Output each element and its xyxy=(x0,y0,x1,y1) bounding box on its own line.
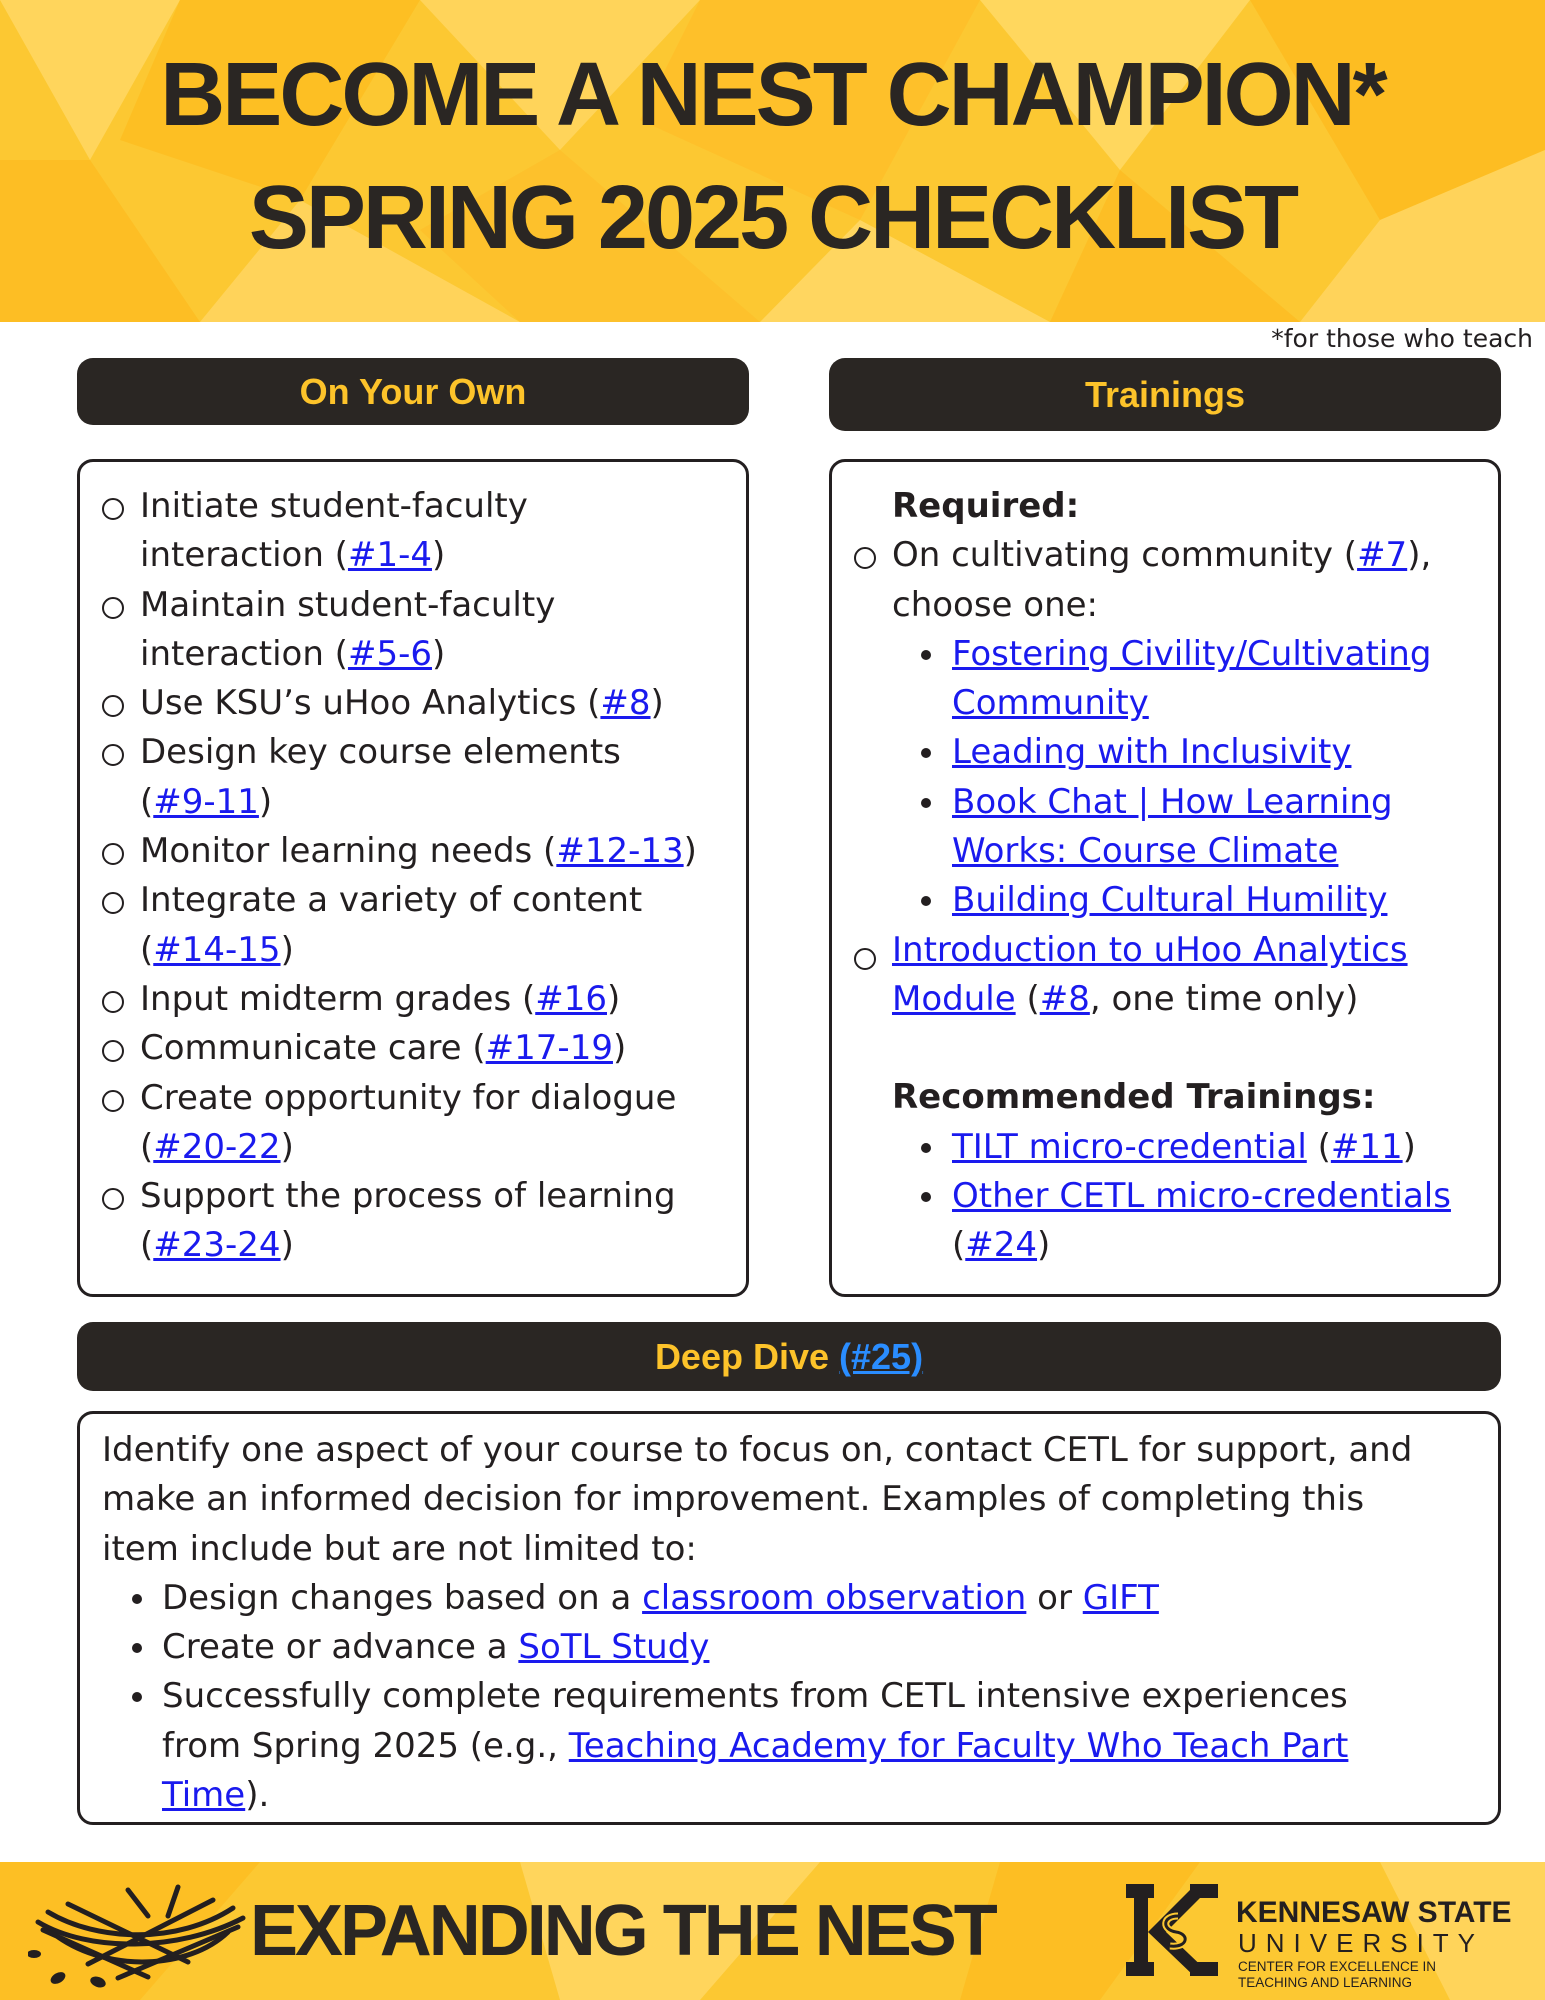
list-item xyxy=(892,778,1451,877)
training-link[interactable]: Leading with Inclusivity xyxy=(952,732,1352,773)
item-link[interactable]: #23-24 xyxy=(153,1225,281,1266)
item-link[interactable]: #20-22 xyxy=(153,1126,281,1167)
training-link[interactable]: Works: Course Climate xyxy=(952,831,1339,872)
deep-dive-box xyxy=(77,1411,1501,1825)
checkbox-circle-icon[interactable] xyxy=(102,597,124,619)
checkbox-circle-icon[interactable] xyxy=(102,744,124,766)
required-label: Required: xyxy=(892,486,1080,526)
uhoo-num-link[interactable]: #8 xyxy=(1039,978,1090,1019)
page-title-line-1: BECOME A NEST CHAMPION* xyxy=(160,45,1385,145)
list-item: TILT micro-credential (#11) xyxy=(892,1123,1451,1172)
community-link[interactable]: #7 xyxy=(1357,535,1408,576)
item-link[interactable]: #16 xyxy=(535,978,607,1019)
checkbox-circle-icon[interactable] xyxy=(854,547,876,569)
training-link[interactable]: Fostering Civility/Cultivating xyxy=(952,633,1432,674)
trainings-heading: Trainings xyxy=(829,358,1501,431)
classroom-observation-link[interactable]: classroom observation xyxy=(642,1577,1027,1618)
checklist-item: Use KSU’s uHoo Analytics (#8) xyxy=(102,679,697,728)
list-item: Other CETL micro-credentials (#24) xyxy=(892,1172,1451,1271)
header-banner xyxy=(0,0,1545,322)
checkbox-circle-icon[interactable] xyxy=(102,1090,124,1112)
uhoo-module-link[interactable]: Introduction to uHoo Analytics xyxy=(892,929,1408,970)
deep-dive-intro: make an informed decision for improvement. Examples of completing this xyxy=(102,1479,1365,1520)
checklist-item: Support the process of learning (#23-24) xyxy=(102,1172,697,1271)
deep-dive-intro: item include but are not limited to: xyxy=(102,1528,697,1569)
university-word: UNIVERSITY xyxy=(1238,1928,1485,1958)
footer-title: EXPANDING THE NEST xyxy=(250,1891,995,1971)
item-link[interactable]: #11 xyxy=(1330,1126,1403,1167)
list-item: Design changes based on a classroom observation or GIFT xyxy=(102,1574,1412,1623)
checkbox-circle-icon[interactable] xyxy=(854,948,876,970)
uhoo-module-link[interactable]: Module xyxy=(892,978,1016,1019)
community-options-list xyxy=(854,630,1451,926)
item-link[interactable]: #12-13 xyxy=(556,831,684,872)
recommended-list xyxy=(854,1123,1451,1271)
deep-dive-examples xyxy=(102,1574,1412,1820)
trainings-box xyxy=(829,459,1501,1297)
gift-link[interactable]: GIFT xyxy=(1082,1577,1159,1618)
item-link[interactable]: #17-19 xyxy=(485,1028,613,1069)
on-your-own-heading: On Your Own xyxy=(77,358,749,425)
footnote: *for those who teach xyxy=(1271,324,1533,353)
bullet-icon xyxy=(921,896,931,906)
list-item xyxy=(892,630,1451,729)
deep-dive-heading: Deep Dive (#25) xyxy=(77,1322,1501,1391)
checklist-item: Design key course elements (#9-11) xyxy=(102,728,697,827)
training-link[interactable]: Building Cultural Humility xyxy=(952,880,1388,921)
checkbox-circle-icon[interactable] xyxy=(102,1040,124,1062)
bullet-icon xyxy=(921,798,931,808)
teaching-academy-link[interactable]: Teaching Academy for Faculty Who Teach Part xyxy=(568,1725,1349,1766)
bullet-icon xyxy=(921,1192,931,1202)
item-link[interactable]: #5-6 xyxy=(347,633,432,674)
list-item: Create or advance a SoTL Study xyxy=(102,1623,1412,1672)
list-item xyxy=(892,876,1451,925)
checkbox-circle-icon[interactable] xyxy=(102,843,124,865)
checkbox-circle-icon[interactable] xyxy=(102,892,124,914)
item-link[interactable]: #8 xyxy=(600,683,651,724)
checklist-item: Integrate a variety of content (#14-15) xyxy=(102,876,697,975)
item-link[interactable]: #24 xyxy=(965,1225,1038,1266)
checklist-item: Create opportunity for dialogue (#20-22) xyxy=(102,1074,697,1173)
sotl-study-link[interactable]: SoTL Study xyxy=(518,1627,710,1668)
on-your-own-box xyxy=(77,459,749,1297)
checklist-item-community: On cultivating community (#7), choose one: xyxy=(854,531,1451,630)
university-name: KENNESAW STATE xyxy=(1236,1896,1512,1929)
checklist-item: Initiate student-faculty interaction (#1-4) xyxy=(102,482,697,581)
item-link[interactable]: #9-11 xyxy=(153,781,259,822)
recommended-label: Recommended Trainings: xyxy=(892,1077,1376,1118)
bullet-icon xyxy=(921,748,931,758)
footer-banner xyxy=(0,1862,1545,2000)
ksu-logo-icon xyxy=(1122,1880,1222,1980)
checklist-item: Input midterm grades (#16) xyxy=(102,975,697,1024)
deep-dive-intro: Identify one aspect of your course to focus on, contact CETL for support, and xyxy=(102,1430,1413,1470)
training-link[interactable]: Book Chat | How Learning xyxy=(952,781,1393,822)
bullet-icon xyxy=(921,1143,931,1153)
checklist-item: Maintain student-faculty interaction (#5-6) xyxy=(102,581,697,680)
training-link[interactable]: TILT micro-credential xyxy=(952,1126,1307,1167)
center-name: CENTER FOR EXCELLENCE IN TEACHING AND LEARNING xyxy=(1238,1959,1437,1990)
checkbox-circle-icon[interactable] xyxy=(102,991,124,1013)
item-link[interactable]: #14-15 xyxy=(153,929,281,970)
training-link[interactable]: Community xyxy=(952,683,1149,724)
bullet-icon xyxy=(132,1594,142,1604)
bullet-icon xyxy=(132,1692,142,1702)
checkbox-circle-icon[interactable] xyxy=(102,1188,124,1210)
checklist-item: Monitor learning needs (#12-13) xyxy=(102,827,697,876)
checklist-item: Communicate care (#17-19) xyxy=(102,1024,697,1073)
list-item xyxy=(892,728,1451,777)
teaching-academy-link[interactable]: Time xyxy=(162,1775,246,1816)
item-link[interactable]: #1-4 xyxy=(347,535,432,576)
checklist-item-uhoo: Introduction to uHoo Analytics Module (#8, one time only) xyxy=(854,926,1451,1025)
nest-icon xyxy=(28,1882,253,1992)
on-your-own-checklist xyxy=(102,482,697,1271)
training-link[interactable]: Other CETL micro-credentials xyxy=(952,1175,1451,1216)
bullet-icon xyxy=(921,650,931,660)
page-title-line-2: SPRING 2025 CHECKLIST xyxy=(248,168,1297,268)
checkbox-circle-icon[interactable] xyxy=(102,498,124,520)
list-item: Successfully complete requirements from CETL intensive experiences from Spring 2025 (e.g., Teaching Academy for Faculty Who Teach Part Time). xyxy=(102,1672,1412,1820)
deep-dive-link[interactable]: (#25) xyxy=(839,1335,924,1377)
checkbox-circle-icon[interactable] xyxy=(102,695,124,717)
bullet-icon xyxy=(132,1643,142,1653)
